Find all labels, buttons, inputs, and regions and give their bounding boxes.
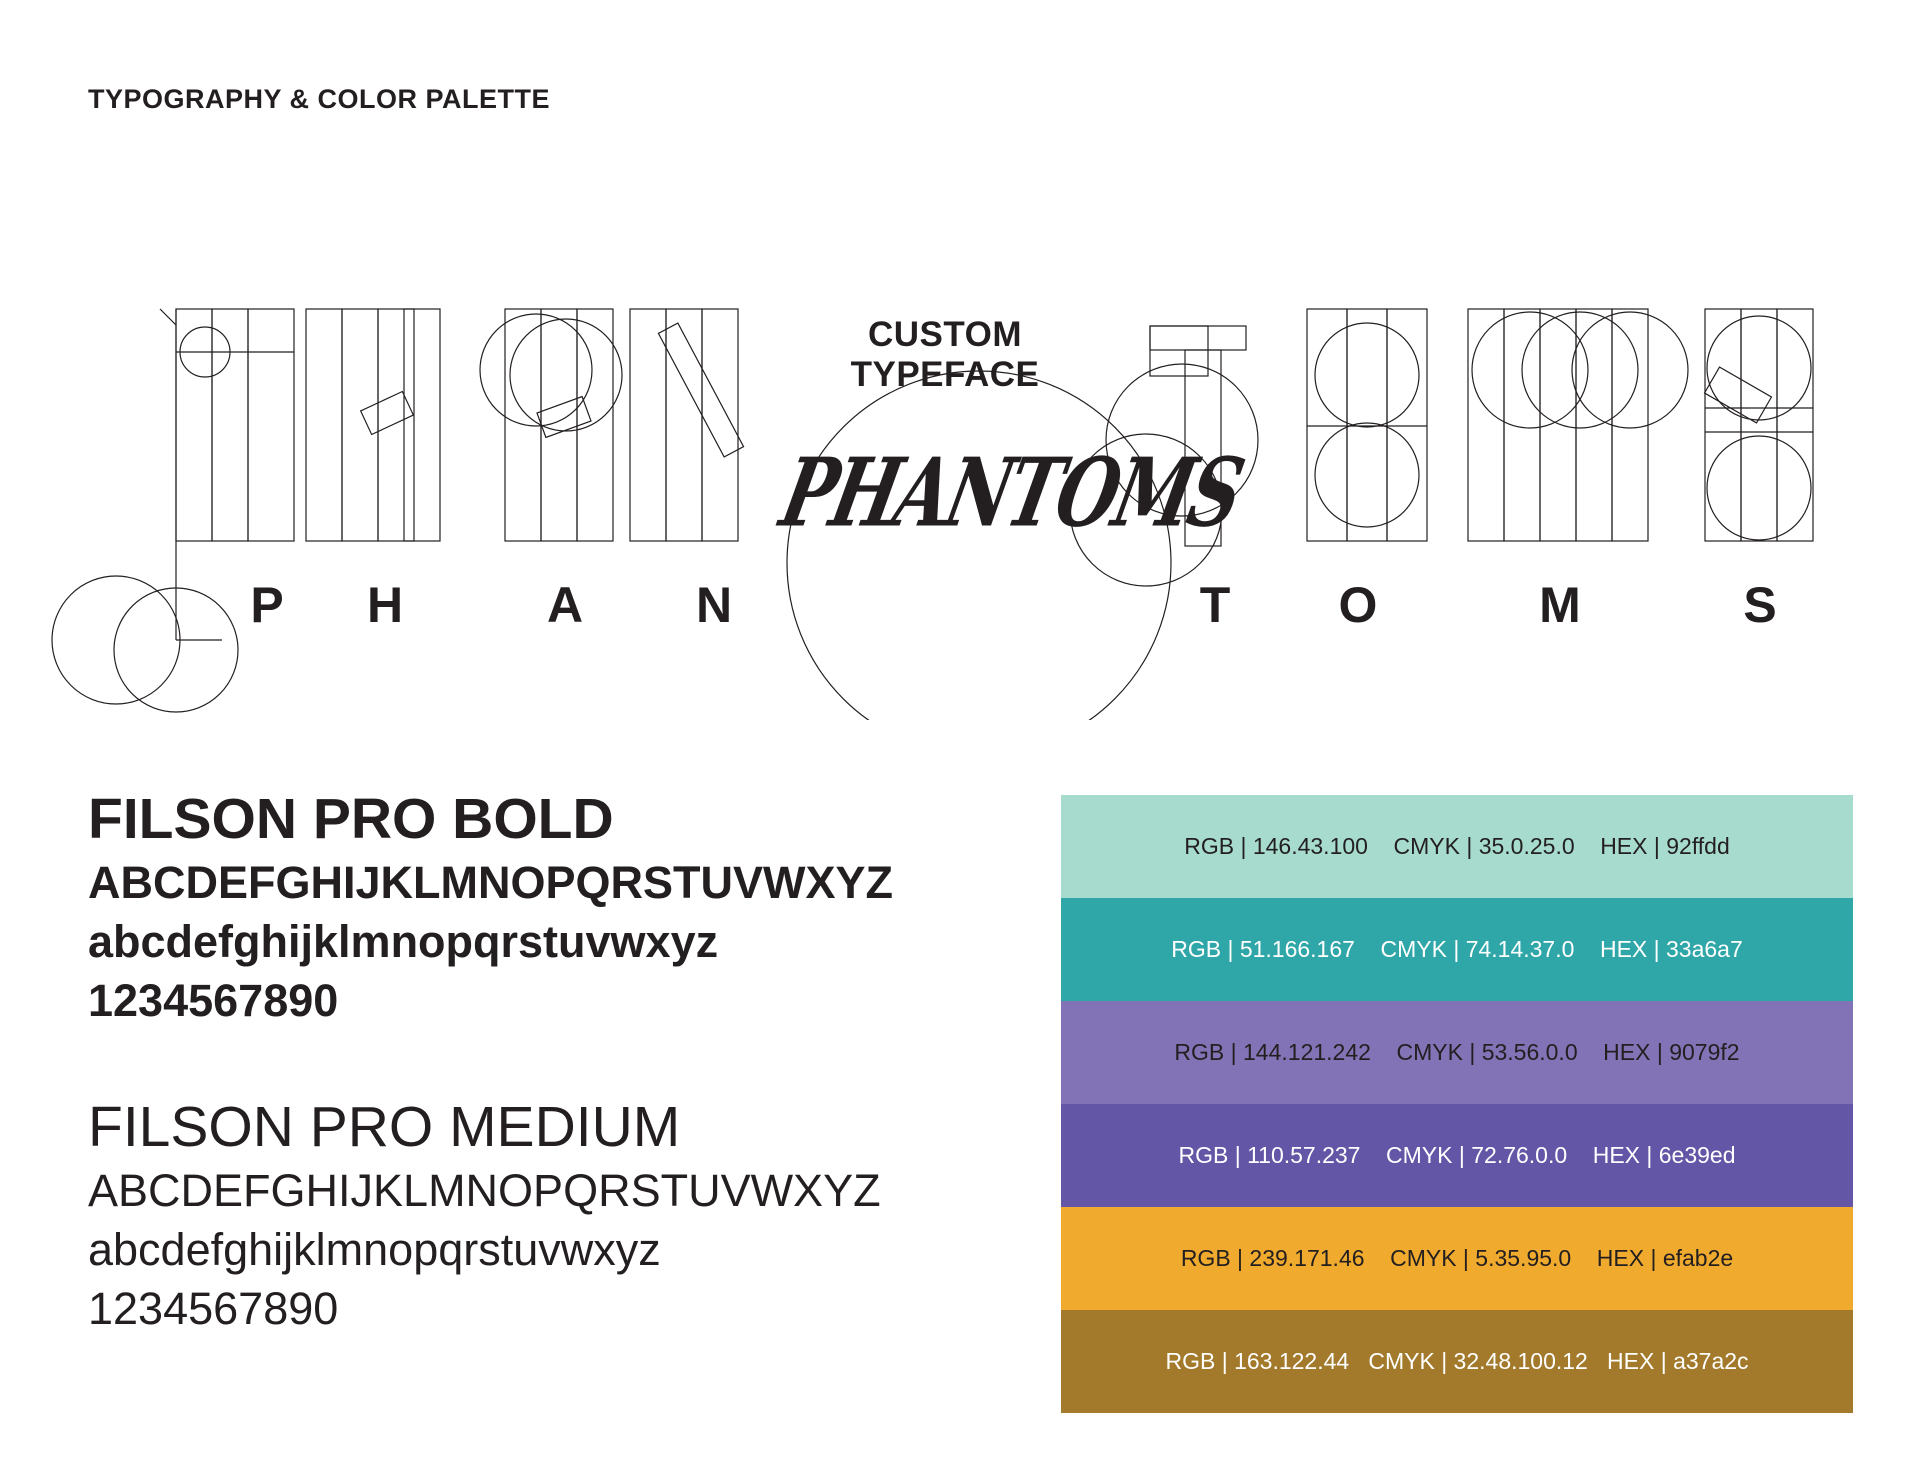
construction-o xyxy=(1307,309,1427,541)
swatch-label: RGB | 163.122.44 CMYK | 32.48.100.12 HEX | a37a2c xyxy=(1165,1348,1749,1374)
font-specimen-medium xyxy=(88,1093,881,1338)
color-swatch-5 xyxy=(1061,1207,1853,1310)
construction-n xyxy=(630,309,744,541)
color-swatch-1 xyxy=(1061,795,1853,898)
swatch-label: RGB | 110.57.237 CMYK | 72.76.0.0 HEX | 6e39ed xyxy=(1178,1142,1736,1168)
letter-o: O xyxy=(1338,577,1378,633)
color-swatch-6 xyxy=(1061,1310,1853,1413)
letter-s: S xyxy=(1743,577,1777,633)
font-name: FILSON PRO MEDIUM xyxy=(88,1095,681,1159)
construction-h xyxy=(306,309,440,541)
digits-specimen: 1234567890 xyxy=(88,975,339,1026)
uppercase-specimen: ABCDEFGHIJKLMNOPQRSTUVWXYZ xyxy=(88,857,894,908)
color-swatch-2 xyxy=(1061,898,1853,1001)
letter-n: N xyxy=(695,577,733,633)
swatch-label: RGB | 146.43.100 CMYK | 35.0.25.0 HEX | 92ffdd xyxy=(1184,833,1730,859)
swatch-label: RGB | 144.121.242 CMYK | 53.56.0.0 HEX | 9079f2 xyxy=(1174,1039,1740,1065)
construction-a xyxy=(480,309,622,541)
custom-typeface-label: CUSTOM TYPEFACE xyxy=(850,315,1040,394)
phantoms-logo: PHANTOMS xyxy=(772,436,1251,549)
construction-s xyxy=(1705,309,1813,541)
swatch-label: RGB | 51.166.167 CMYK | 74.14.37.0 HEX | 33a6a7 xyxy=(1171,936,1743,962)
font-name: FILSON PRO BOLD xyxy=(88,787,614,851)
color-swatch-4 xyxy=(1061,1104,1853,1207)
letter-m: M xyxy=(1539,577,1581,633)
letter-a: A xyxy=(546,577,584,633)
letter-t: T xyxy=(1199,577,1231,633)
lowercase-specimen: abcdefghijklmnopqrstuvwxyz xyxy=(88,1224,661,1275)
uppercase-specimen: ABCDEFGHIJKLMNOPQRSTUVWXYZ xyxy=(88,1165,881,1216)
spaced-letter-row xyxy=(0,575,1920,635)
letter-p: P xyxy=(250,577,284,633)
color-swatch-3 xyxy=(1061,1001,1853,1104)
color-palette xyxy=(1061,795,1853,1413)
digits-specimen: 1234567890 xyxy=(88,1283,339,1334)
letter-h: H xyxy=(366,577,404,633)
lowercase-specimen: abcdefghijklmnopqrstuvwxyz xyxy=(88,916,719,967)
construction-p xyxy=(52,309,294,712)
swatch-label: RGB | 239.171.46 CMYK | 5.35.95.0 HEX | efab2e xyxy=(1180,1245,1734,1271)
construction-m xyxy=(1468,309,1688,541)
page-title: TYPOGRAPHY & COLOR PALETTE xyxy=(88,84,551,114)
font-specimen-bold xyxy=(88,785,893,1030)
